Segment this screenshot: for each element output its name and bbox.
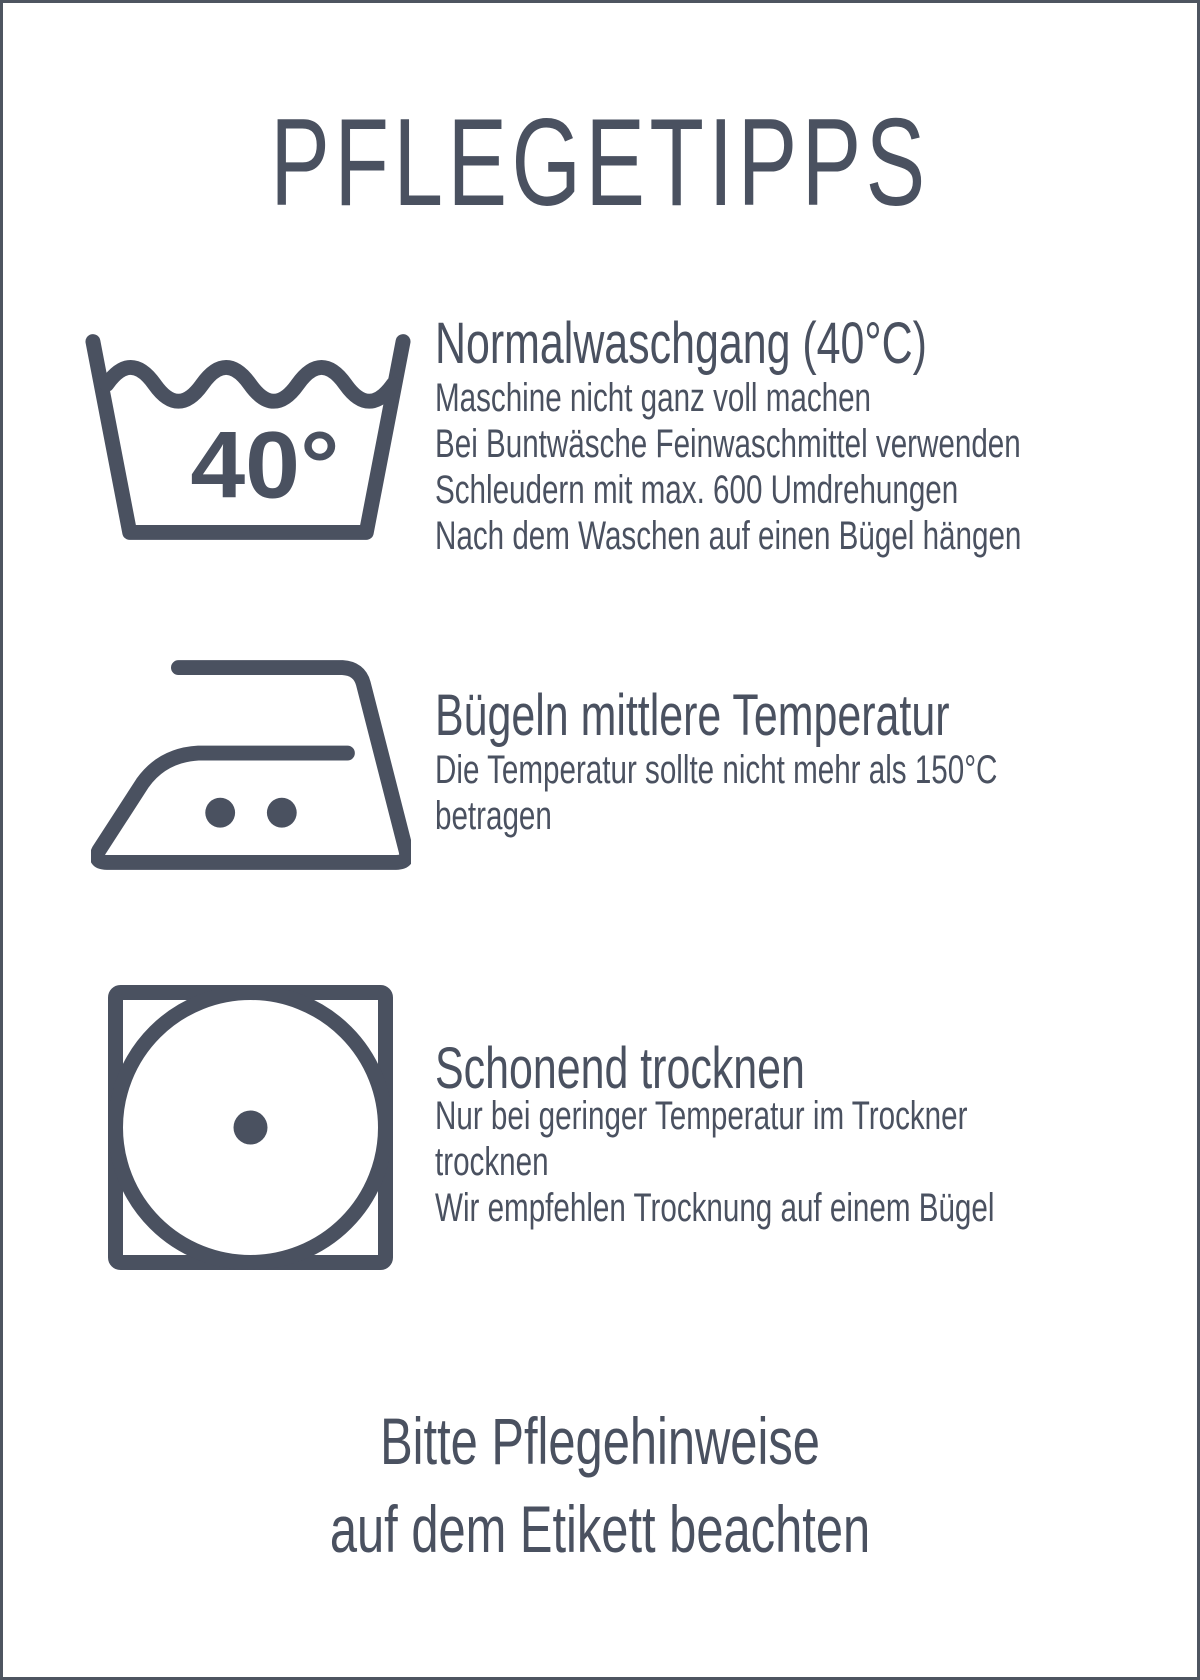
iron-dot-2	[267, 798, 297, 828]
footer-line-1: Bitte Pflegehinweise	[380, 1404, 820, 1478]
tumble-dry-gentle-icon	[108, 985, 393, 1270]
iron-line-1: Die Temperatur sollte nicht mehr als 150°C	[435, 748, 998, 792]
wash-40-icon	[83, 334, 413, 541]
page-title: PFLEGETIPPS	[270, 94, 930, 232]
section-iron-body	[435, 747, 997, 839]
dry-line-2: trocknen	[435, 1140, 549, 1184]
wash-line-4: Nach dem Waschen auf einen Bügel hängen	[435, 514, 1022, 558]
iron-dot-1	[205, 798, 235, 828]
wash-water-wave	[107, 367, 393, 401]
iron-outline	[97, 668, 406, 863]
wash-line-1: Maschine nicht ganz voll machen	[435, 376, 872, 420]
dry-line-1: Nur bei geringer Temperatur im Trockner	[435, 1094, 968, 1138]
wash-line-3: Schleudern mit max. 600 Umdrehungen	[435, 468, 959, 512]
dryer-center-dot	[234, 1111, 268, 1145]
section-wash-body	[435, 375, 1021, 559]
section-dry-body	[435, 1093, 994, 1231]
wash-temperature-label: 40°	[190, 413, 340, 519]
footer-note	[158, 1397, 1042, 1573]
dry-line-3: Wir empfehlen Trocknung auf einem Bügel	[435, 1186, 995, 1230]
section-dry-heading: Schonend trocknen	[435, 1036, 805, 1101]
iron-medium-temperature-icon	[91, 659, 411, 871]
iron-line-2: betragen	[435, 794, 552, 838]
wash-line-2: Bei Buntwäsche Feinwaschmittel verwenden	[435, 422, 1021, 466]
section-wash-heading: Normalwaschgang (40°C)	[435, 311, 927, 376]
footer-line-2: auf dem Etikett beachten	[329, 1492, 871, 1566]
section-iron-heading: Bügeln mittlere Temperatur	[435, 683, 950, 748]
